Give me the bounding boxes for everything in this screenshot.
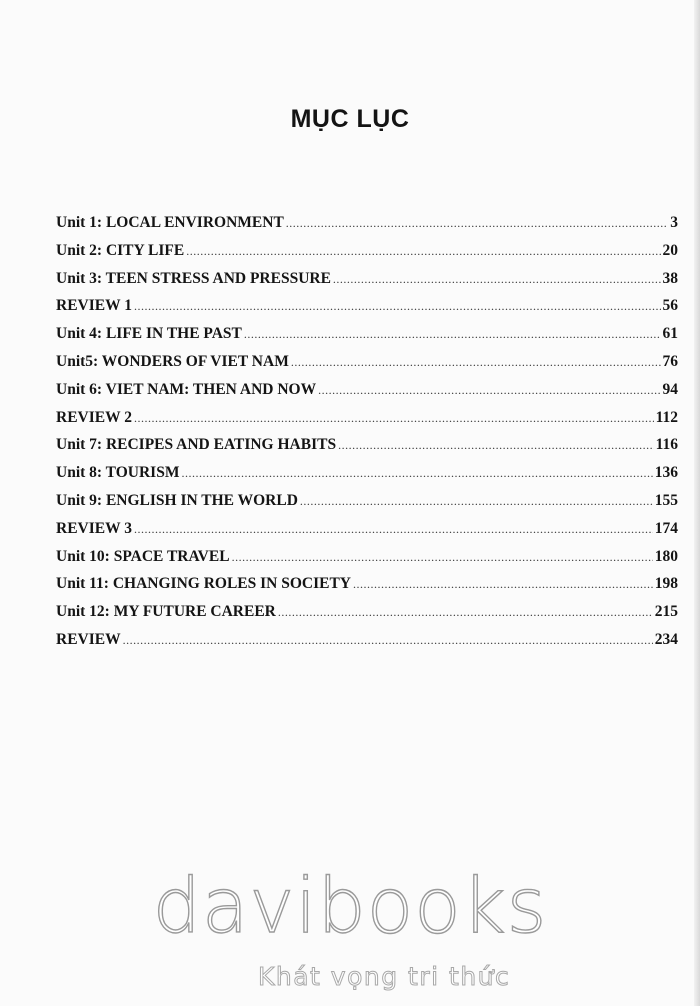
toc-row (56, 575, 678, 603)
toc-page-number: 112 (655, 408, 678, 426)
toc-row (56, 464, 678, 492)
toc-page-number: 94 (662, 380, 678, 398)
toc-page-number: 61 (662, 325, 678, 343)
toc-dot-leader (278, 605, 653, 620)
toc-page-number: 136 (654, 464, 678, 482)
toc-dot-leader (181, 466, 652, 481)
toc-row (56, 492, 678, 520)
toc-dot-leader (291, 355, 661, 370)
watermark-logo: davibooks (152, 861, 548, 950)
toc-row (56, 631, 678, 659)
toc-dot-leader (134, 411, 654, 426)
toc-dot-leader (338, 438, 654, 453)
toc-page-number: 180 (654, 547, 678, 565)
toc-entry-label: REVIEW 2 (56, 408, 132, 426)
toc-dot-leader (123, 633, 653, 648)
toc-dot-leader (134, 299, 661, 314)
toc-entry-label: Unit 12: MY FUTURE CAREER (56, 603, 276, 621)
toc-row (56, 214, 678, 242)
toc-entry-label: Unit 10: SPACE TRAVEL (56, 547, 230, 565)
toc-entry-label: Unit 4: LIFE IN THE PAST (56, 325, 242, 343)
toc-dot-leader (244, 327, 661, 342)
toc-row (56, 270, 678, 298)
toc-dot-leader (286, 216, 668, 231)
toc-row (56, 436, 678, 464)
toc-entry-label: REVIEW 1 (56, 297, 132, 315)
toc-row (56, 325, 678, 353)
toc-entry-label: Unit 7: RECIPES AND EATING HABITS (56, 436, 337, 454)
toc-page-number: 116 (655, 436, 678, 454)
toc-dot-leader (186, 244, 660, 259)
toc-page-number: 76 (662, 352, 678, 370)
toc-dot-leader (353, 577, 653, 592)
toc-dot-leader (300, 494, 653, 509)
toc-dot-leader (232, 550, 653, 565)
toc-entry-label: REVIEW 3 (56, 519, 132, 537)
toc-entry-label: Unit5: WONDERS OF VIET NAM (56, 352, 289, 370)
toc-dot-leader (333, 272, 661, 287)
toc-page-number: 198 (654, 575, 678, 593)
toc-page-number: 20 (662, 241, 678, 259)
toc-entry-label: Unit 2: CITY LIFE (56, 241, 185, 259)
toc-page-number: 215 (654, 603, 678, 621)
toc-row (56, 603, 678, 631)
toc-entry-label: Unit 8: TOURISM (56, 464, 180, 482)
toc-dot-leader (318, 383, 660, 398)
table-of-contents (56, 214, 678, 659)
toc-row (56, 242, 678, 270)
toc-entry-label: REVIEW (56, 630, 121, 648)
toc-page-number: 56 (662, 297, 678, 315)
toc-row (56, 381, 678, 409)
toc-row (56, 548, 678, 576)
toc-page-number: 38 (662, 269, 678, 287)
toc-entry-label: Unit 11: CHANGING ROLES IN SOCIETY (56, 575, 351, 593)
toc-entry-label: Unit 9: ENGLISH IN THE WORLD (56, 491, 298, 509)
page-edge (694, 0, 700, 1006)
page-title: MỤC LỤC (290, 104, 410, 133)
toc-dot-leader (134, 522, 653, 537)
toc-page-number: 234 (654, 630, 678, 648)
toc-row (56, 409, 678, 437)
toc-page-number: 174 (654, 519, 678, 537)
toc-entry-label: Unit 6: VIET NAM: THEN AND NOW (56, 380, 317, 398)
toc-row (56, 520, 678, 548)
toc-entry-label: Unit 1: LOCAL ENVIRONMENT (56, 214, 284, 231)
toc-page-number: 3 (670, 214, 678, 231)
toc-row (56, 353, 678, 381)
toc-row (56, 297, 678, 325)
toc-entry-label: Unit 3: TEEN STRESS AND PRESSURE (56, 269, 331, 287)
watermark-tagline: Khát vọng tri thức (258, 962, 511, 991)
toc-page-number: 155 (654, 491, 678, 509)
